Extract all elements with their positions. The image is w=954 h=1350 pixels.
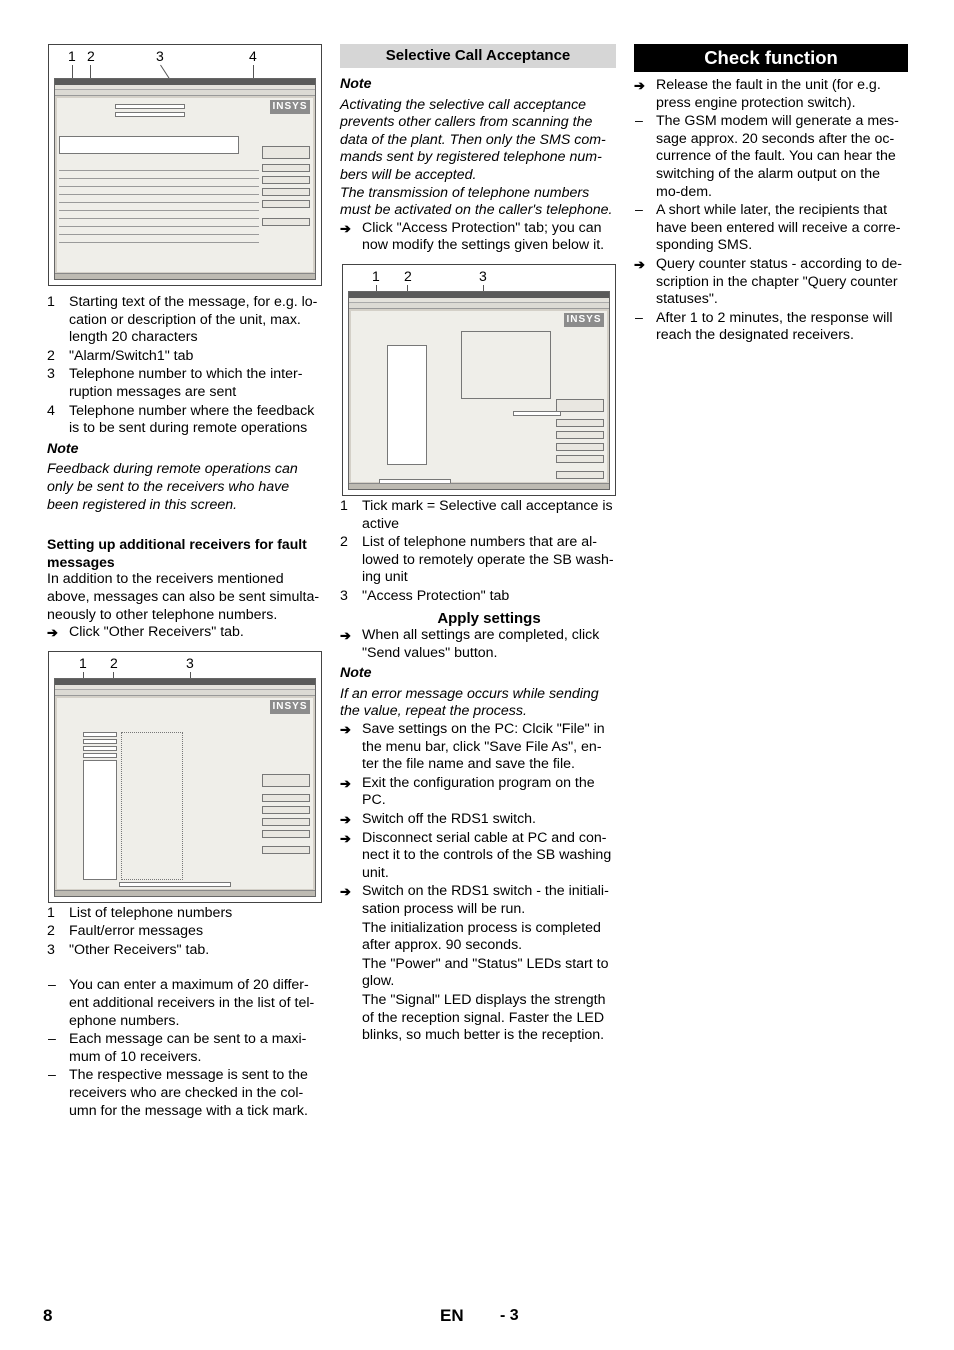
figure3-legend	[340, 498, 616, 606]
insys-logo: INSYS	[270, 700, 310, 714]
legend-item: 2 "Alarm/Switch1" tab	[47, 347, 194, 364]
arrow-right-icon: ➔	[634, 78, 645, 93]
note-heading: Note	[340, 665, 372, 682]
note-heading: Note	[47, 440, 79, 457]
page-number: 8	[43, 1306, 53, 1325]
result-text: The initialization process is completed after approx. 90 seconds.	[362, 919, 601, 954]
list-item: – After 1 to 2 minutes, the response will reach the designated receivers.	[634, 310, 908, 345]
app-window	[54, 678, 316, 897]
screenshot-access-protection-tab	[342, 264, 616, 496]
insys-logo: INSYS	[564, 313, 604, 327]
instruction-step: ➔ Click "Other Receivers" tab.	[47, 624, 244, 641]
instruction-step: ➔ Disconnect serial cable at PC and con-nect it to the controls of the SB washing unit.	[340, 829, 612, 881]
result-list	[634, 113, 908, 255]
list-item: – You can enter a maximum of 20 differ-ent additional receivers in the list of tel-ephone numbers.	[47, 977, 322, 1030]
app-window	[54, 78, 316, 280]
legend-item: 2 List of telephone numbers that are al-lowed to remotely operate the SB wash-ing unit	[340, 534, 614, 586]
list-item: – The respective message is sent to the receivers who are checked in the col-umn for the message with a tick mark.	[47, 1067, 322, 1120]
figure2-legend	[47, 905, 322, 960]
insys-logo: INSYS	[270, 100, 310, 114]
legend-item: 1 List of telephone numbers	[47, 904, 233, 921]
app-window	[348, 291, 610, 490]
callout-2: 2	[110, 654, 118, 671]
screenshot-other-receivers-tab	[48, 651, 322, 903]
note-text: If an error message occurs while sending the value, repeat the process.	[340, 685, 599, 720]
instruction-step: ➔ Exit the configuration program on the PC.	[340, 774, 595, 809]
callout-2: 2	[404, 267, 412, 284]
instruction-step: ➔ Switch on the RDS1 switch - the initiali-sation process will be run.	[340, 883, 609, 917]
legend-item: 1 Starting text of the message, for e.g. lo-cation or description of the unit, max. length 20 characters	[47, 294, 318, 346]
legend-item: 4 Telephone number where the feedback is to be sent during remote operations	[47, 402, 315, 437]
callout-1: 1	[68, 48, 76, 64]
note-text: Feedback during remote operations can only be sent to the receivers who have been registered in this screen.	[47, 461, 298, 513]
instruction-step: ➔ Switch off the RDS1 switch.	[340, 811, 536, 828]
instruction-step: ➔ Query counter status - according to de-scription in the chapter "Query counter statuses".	[634, 255, 903, 308]
apply-settings-heading: Apply settings	[437, 609, 541, 627]
sub-page-number: - 3	[500, 1307, 519, 1324]
callout-1: 1	[372, 267, 380, 284]
instruction-step: ➔ Release the fault in the unit (for e.g. press engine protection switch).	[634, 77, 881, 111]
callout-2: 2	[87, 48, 95, 64]
legend-item: 3 "Access Protection" tab	[340, 587, 510, 604]
send-values-button	[556, 399, 604, 412]
arrow-right-icon: ➔	[340, 830, 351, 846]
arrow-right-icon: ➔	[340, 775, 351, 791]
list-item: – Each message can be sent to a maxi-mum of 10 receivers.	[47, 1031, 322, 1066]
result-text: The "Signal" LED displays the strength of the reception signal. Faster the LED blinks, so much better is the reception.	[362, 991, 606, 1044]
selective-call-heading: Selective Call Acceptance	[340, 44, 616, 68]
callout-3: 3	[156, 48, 164, 64]
section-heading: Setting up additional receivers for fault messages	[47, 536, 307, 570]
receiver-rules-list	[47, 977, 322, 1120]
arrow-right-icon: ➔	[340, 628, 351, 644]
instruction-step: ➔ Save settings on the PC: Clcik "File" in the menu bar, click "Save File As", en-ter the file name and save the file.	[340, 721, 605, 773]
result-list	[634, 310, 908, 345]
callout-numbers	[49, 652, 321, 674]
legend-item: 3 "Other Receivers" tab.	[47, 941, 210, 958]
callout-4: 4	[249, 48, 257, 64]
arrow-right-icon: ➔	[340, 812, 351, 828]
callout-numbers	[49, 45, 321, 67]
arrow-right-icon: ➔	[634, 256, 645, 272]
column-middle	[340, 44, 616, 1046]
legend-item: 1 Tick mark = Selective call acceptance is active	[340, 497, 613, 532]
note-heading: Note	[340, 76, 372, 92]
callout-1: 1	[79, 654, 87, 671]
send-values-button	[262, 774, 310, 787]
list-item: – A short while later, the recipients that have been entered will receive a corre-sponding SMS.	[634, 202, 908, 255]
instruction-step: ➔ Click "Access Protection" tab; you can now modify the settings given below it.	[340, 219, 605, 254]
section-text: In addition to the receivers mentioned above, messages can also be sent simulta-neously to other telephone numbers.	[47, 571, 320, 623]
arrow-right-icon: ➔	[340, 220, 351, 236]
figure1-legend	[47, 294, 322, 438]
callout-numbers	[343, 265, 615, 287]
result-text: The "Power" and "Status" LEDs start to glow.	[362, 955, 609, 990]
column-left	[47, 44, 322, 1121]
instruction-step: ➔ When all settings are completed, click "Send values" button.	[340, 627, 600, 661]
send-values-button	[262, 146, 310, 159]
arrow-right-icon: ➔	[340, 884, 351, 900]
check-function-heading: Check function	[634, 44, 908, 72]
legend-item: 2 Fault/error messages	[47, 923, 204, 940]
legend-item: 3 Telephone number to which the inter-ruption messages are sent	[47, 366, 303, 400]
callout-3: 3	[479, 267, 487, 284]
list-item: – The GSM modem will generate a mes-sage approx. 20 seconds after the oc-currence of the fault. You can hear the switching of the alarm output on the mo-dem.	[634, 113, 908, 201]
language-code: EN	[440, 1306, 464, 1325]
column-right	[634, 44, 908, 346]
screenshot-alarm-switch-tab	[48, 44, 322, 286]
callout-3: 3	[186, 654, 194, 671]
note-text: Activating the selective call acceptance prevents other callers from scanning the data of the plant. Then only the SMS com-mands sent by registered telephone num-bers will be accepted. The transmission of telephone numbers must be activated on the caller's telephone.	[340, 96, 613, 219]
arrow-right-icon: ➔	[340, 722, 351, 738]
arrow-right-icon: ➔	[47, 625, 58, 641]
